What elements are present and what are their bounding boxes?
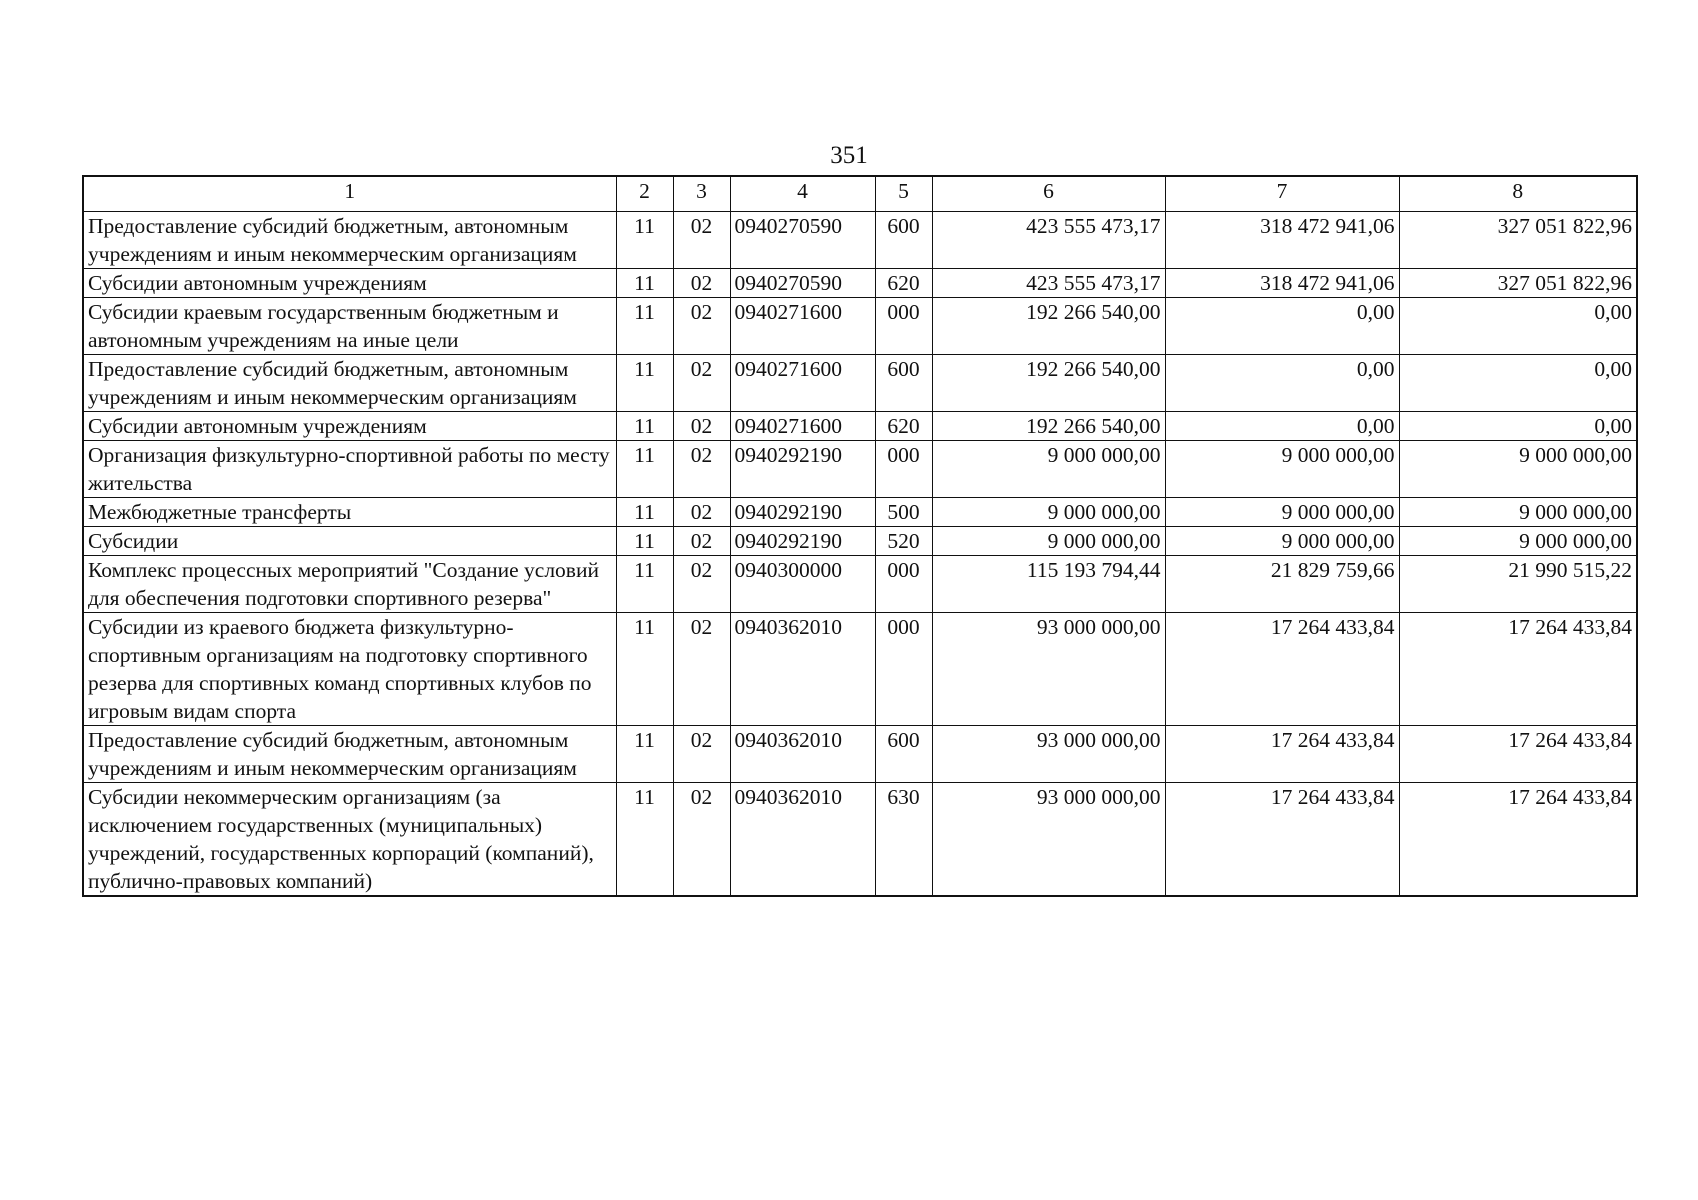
section-code-cell: 11	[616, 527, 673, 556]
subsection-code-cell: 02	[673, 298, 730, 355]
expense-type-code-cell: 500	[875, 498, 932, 527]
page-number: 351	[830, 142, 868, 169]
amount-col7-cell: 17 264 433,84	[1165, 783, 1399, 897]
amount-col6-cell: 115 193 794,44	[932, 556, 1165, 613]
table-row	[83, 726, 1637, 783]
header-cell: 1	[83, 176, 616, 212]
subsection-code-cell: 02	[673, 726, 730, 783]
table-row	[83, 269, 1637, 298]
row-name-cell: Субсидии	[83, 527, 616, 556]
amount-col6-cell: 192 266 540,00	[932, 412, 1165, 441]
amount-col6-cell: 9 000 000,00	[932, 441, 1165, 498]
table-row	[83, 556, 1637, 613]
target-article-code-cell: 0940362010	[730, 783, 875, 897]
row-name-cell: Субсидии автономным учреждениям	[83, 412, 616, 441]
subsection-code-cell: 02	[673, 556, 730, 613]
row-name-cell: Субсидии краевым государственным бюджетным и автономным учреждениям на иные цели	[83, 298, 616, 355]
target-article-code-cell: 0940271600	[730, 412, 875, 441]
row-name-cell: Субсидии некоммерческим организациям (за исключением государственных (муниципальных) учреждений, государственных корпораций (компаний), публично-правовых компаний)	[83, 783, 616, 897]
subsection-code-cell: 02	[673, 212, 730, 269]
amount-col7-cell: 17 264 433,84	[1165, 613, 1399, 726]
row-name-cell: Субсидии автономным учреждениям	[83, 269, 616, 298]
expense-type-code-cell: 620	[875, 269, 932, 298]
expense-type-code-cell: 000	[875, 298, 932, 355]
target-article-code-cell: 0940270590	[730, 269, 875, 298]
amount-col8-cell: 9 000 000,00	[1399, 441, 1637, 498]
subsection-code-cell: 02	[673, 498, 730, 527]
section-code-cell: 11	[616, 556, 673, 613]
amount-col7-cell: 17 264 433,84	[1165, 726, 1399, 783]
header-cell: 7	[1165, 176, 1399, 212]
amount-col8-cell: 0,00	[1399, 298, 1637, 355]
expense-type-code-cell: 600	[875, 726, 932, 783]
table-row	[83, 298, 1637, 355]
amount-col6-cell: 93 000 000,00	[932, 613, 1165, 726]
target-article-code-cell: 0940271600	[730, 355, 875, 412]
amount-col7-cell: 0,00	[1165, 412, 1399, 441]
table-row	[83, 412, 1637, 441]
target-article-code-cell: 0940362010	[730, 726, 875, 783]
row-name-cell: Предоставление субсидий бюджетным, автономным учреждениям и иным некоммерческим организациям	[83, 212, 616, 269]
amount-col6-cell: 9 000 000,00	[932, 498, 1165, 527]
expense-type-code-cell: 000	[875, 441, 932, 498]
header-cell: 4	[730, 176, 875, 212]
amount-col6-cell: 423 555 473,17	[932, 212, 1165, 269]
expense-type-code-cell: 000	[875, 613, 932, 726]
expense-type-code-cell: 520	[875, 527, 932, 556]
row-name-cell: Предоставление субсидий бюджетным, автономным учреждениям и иным некоммерческим организациям	[83, 726, 616, 783]
section-code-cell: 11	[616, 355, 673, 412]
subsection-code-cell: 02	[673, 783, 730, 897]
row-name-cell: Организация физкультурно-спортивной работы по месту жительства	[83, 441, 616, 498]
target-article-code-cell: 0940300000	[730, 556, 875, 613]
table-row	[83, 527, 1637, 556]
row-name-cell: Субсидии из краевого бюджета физкультурно-спортивным организациям на подготовку спортивного резерва для спортивных команд спортивных клубов по игровым видам спорта	[83, 613, 616, 726]
header-row	[83, 176, 1637, 212]
amount-col8-cell: 0,00	[1399, 355, 1637, 412]
section-code-cell: 11	[616, 212, 673, 269]
amount-col8-cell: 21 990 515,22	[1399, 556, 1637, 613]
subsection-code-cell: 02	[673, 613, 730, 726]
header-cell: 8	[1399, 176, 1637, 212]
amount-col6-cell: 192 266 540,00	[932, 355, 1165, 412]
subsection-code-cell: 02	[673, 527, 730, 556]
section-code-cell: 11	[616, 269, 673, 298]
target-article-code-cell: 0940270590	[730, 212, 875, 269]
section-code-cell: 11	[616, 441, 673, 498]
amount-col6-cell: 9 000 000,00	[932, 527, 1165, 556]
amount-col8-cell: 327 051 822,96	[1399, 269, 1637, 298]
table-row	[83, 441, 1637, 498]
amount-col7-cell: 318 472 941,06	[1165, 212, 1399, 269]
subsection-code-cell: 02	[673, 269, 730, 298]
row-name-cell: Предоставление субсидий бюджетным, автономным учреждениям и иным некоммерческим организациям	[83, 355, 616, 412]
amount-col8-cell: 9 000 000,00	[1399, 527, 1637, 556]
section-code-cell: 11	[616, 726, 673, 783]
expense-type-code-cell: 600	[875, 355, 932, 412]
amount-col8-cell: 17 264 433,84	[1399, 783, 1637, 897]
amount-col8-cell: 327 051 822,96	[1399, 212, 1637, 269]
amount-col7-cell: 9 000 000,00	[1165, 441, 1399, 498]
header-cell: 5	[875, 176, 932, 212]
header-cell: 6	[932, 176, 1165, 212]
expense-type-code-cell: 000	[875, 556, 932, 613]
amount-col7-cell: 0,00	[1165, 355, 1399, 412]
table-row	[83, 498, 1637, 527]
row-name-cell: Комплекс процессных мероприятий "Создание условий для обеспечения подготовки спортивного резерва"	[83, 556, 616, 613]
table-row	[83, 783, 1637, 897]
amount-col7-cell: 9 000 000,00	[1165, 527, 1399, 556]
amount-col7-cell: 21 829 759,66	[1165, 556, 1399, 613]
amount-col7-cell: 9 000 000,00	[1165, 498, 1399, 527]
section-code-cell: 11	[616, 783, 673, 897]
budget-table	[82, 175, 1638, 897]
target-article-code-cell: 0940292190	[730, 441, 875, 498]
amount-col6-cell: 423 555 473,17	[932, 269, 1165, 298]
section-code-cell: 11	[616, 498, 673, 527]
target-article-code-cell: 0940292190	[730, 498, 875, 527]
header-cell: 2	[616, 176, 673, 212]
subsection-code-cell: 02	[673, 441, 730, 498]
amount-col8-cell: 17 264 433,84	[1399, 726, 1637, 783]
amount-col8-cell: 17 264 433,84	[1399, 613, 1637, 726]
expense-type-code-cell: 620	[875, 412, 932, 441]
table-row	[83, 212, 1637, 269]
section-code-cell: 11	[616, 298, 673, 355]
target-article-code-cell: 0940292190	[730, 527, 875, 556]
amount-col8-cell: 9 000 000,00	[1399, 498, 1637, 527]
target-article-code-cell: 0940362010	[730, 613, 875, 726]
amount-col8-cell: 0,00	[1399, 412, 1637, 441]
table-row	[83, 613, 1637, 726]
expense-type-code-cell: 630	[875, 783, 932, 897]
row-name-cell: Межбюджетные трансферты	[83, 498, 616, 527]
target-article-code-cell: 0940271600	[730, 298, 875, 355]
table-row	[83, 355, 1637, 412]
amount-col6-cell: 93 000 000,00	[932, 783, 1165, 897]
amount-col6-cell: 192 266 540,00	[932, 298, 1165, 355]
amount-col7-cell: 318 472 941,06	[1165, 269, 1399, 298]
subsection-code-cell: 02	[673, 355, 730, 412]
expense-type-code-cell: 600	[875, 212, 932, 269]
header-cell: 3	[673, 176, 730, 212]
amount-col6-cell: 93 000 000,00	[932, 726, 1165, 783]
section-code-cell: 11	[616, 412, 673, 441]
section-code-cell: 11	[616, 613, 673, 726]
subsection-code-cell: 02	[673, 412, 730, 441]
amount-col7-cell: 0,00	[1165, 298, 1399, 355]
